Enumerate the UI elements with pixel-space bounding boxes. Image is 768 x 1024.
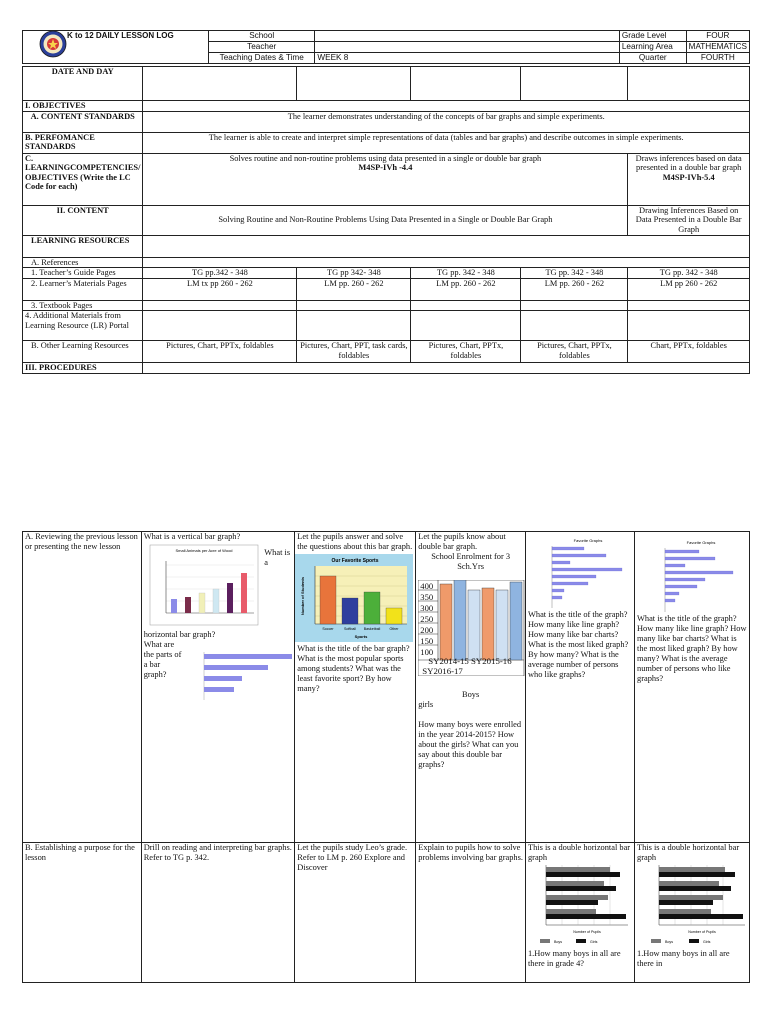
date-day-label: DATE AND DAY	[23, 67, 143, 101]
content-standards-text: The learner demonstrates understanding of the concepts of bar graphs and simple experiments.	[143, 111, 750, 132]
a3-ytick: 150	[420, 636, 434, 646]
day4-cell[interactable]	[521, 67, 628, 101]
lm-day5: LM pp 260 - 262	[628, 278, 750, 300]
a4-bar	[552, 596, 562, 599]
a4-questions: What is the title of the graph? How many like line graph? How many like bar charts? What is the most liked graph? By how many? What is the average number of persons who like graphs?	[527, 610, 629, 679]
procedure-a-day1	[141, 532, 295, 843]
day1-cell[interactable]	[143, 67, 297, 101]
a5-bar	[665, 571, 733, 574]
a3-bar	[510, 582, 522, 660]
legend-girls-label: Girls	[703, 940, 711, 944]
a2-bar-softball	[342, 598, 358, 624]
b4-title: This is a double horizontal bar graph	[527, 843, 631, 862]
a5-bar	[665, 592, 679, 595]
procedure-a-day5	[635, 532, 750, 843]
a3-ytick: 400	[420, 581, 434, 591]
b5-bar-boys	[659, 867, 725, 872]
b5-bar-girls	[659, 886, 731, 891]
header-table	[22, 30, 750, 64]
vertical-bar-graph	[144, 543, 262, 629]
a5-questions: What is the title of the graph? How many like line graph? How many like bar charts? What is the most liked graph? By how many? What is the average number of persons who like graphs?	[637, 614, 747, 683]
favorite-graphs-chart-2	[637, 536, 747, 614]
a1-hbar	[204, 676, 242, 681]
performance-standards-label: B. PERFOMANCE STANDARDS	[23, 132, 143, 153]
references-label: A. References	[23, 257, 143, 268]
a2-y-label: Number of Students	[300, 576, 306, 616]
b4-bar-boys	[546, 895, 608, 900]
a2-cat-label: Basketball	[363, 627, 381, 631]
favorite-graphs-chart	[528, 536, 632, 610]
b4-bar-girls	[546, 886, 616, 891]
a1-what-text: What is a	[264, 548, 291, 567]
competencies-label: C. LEARNINGCOMPETENCIES/ OBJECTIVES (Write the LC Code for each)	[23, 153, 143, 205]
procedure-a-day4	[525, 532, 634, 843]
a4-bar	[552, 568, 622, 571]
a2-bar-soccer	[320, 576, 336, 624]
a3-y-ticks	[420, 581, 438, 658]
a3-bar	[482, 588, 494, 660]
procedure-b-day4	[525, 843, 634, 983]
day2-cell[interactable]	[297, 67, 411, 101]
content-1: Solving Routine and Non-Routine Problems Using Data Presented in a Single or Double Bar Graph	[143, 205, 628, 235]
quarter-label: Quarter	[619, 53, 686, 64]
a1-bar	[171, 599, 177, 613]
competency-1-code: M4SP-IVh -4.4	[358, 163, 413, 173]
dates-value: WEEK 8	[315, 53, 619, 64]
a5-bar	[665, 585, 697, 588]
dates-label: Teaching Dates & Time	[209, 53, 315, 64]
b4-bar-girls	[546, 914, 626, 919]
objectives-table	[22, 66, 750, 374]
grade-value: FOUR	[686, 31, 749, 42]
a5-chart-title: Favorite Graphs	[686, 540, 716, 545]
content-2: Drawing Inferences Based on Data Presented in a Double Bar Graph	[628, 205, 750, 235]
log-title-cell	[23, 31, 209, 64]
school-value[interactable]	[315, 31, 619, 42]
teacher-value[interactable]	[315, 42, 619, 53]
lm-day2: LM pp. 260 - 262	[297, 278, 411, 300]
lm-day3: LM pp. 260 - 262	[411, 278, 521, 300]
a3-ytick: 100	[420, 647, 434, 657]
b5-title: This is a double horizontal bar graph	[637, 843, 740, 862]
a1-hbar	[204, 687, 234, 692]
tg-day3: TG pp. 342 - 348	[411, 268, 521, 279]
textbook-label: 3. Textbook Pages	[23, 300, 143, 311]
other-day3: Pictures, Chart, PPTx, foldables	[411, 341, 521, 363]
a4-bar	[552, 582, 588, 585]
legend-boys-label: Boys	[553, 940, 562, 944]
a3-ytick: 250	[420, 614, 434, 624]
tg-label: 1. Teacher’s Guide Pages	[23, 268, 143, 279]
learning-resources-label: LEARNING RESOURCES	[23, 235, 143, 257]
a3-bar	[454, 580, 466, 660]
a3-boys-label: Boys	[462, 690, 480, 699]
area-label: Learning Area	[619, 42, 686, 53]
competency-2	[628, 153, 750, 205]
log-title: K to 12 DAILY LESSON LOG	[67, 31, 174, 40]
procedure-a-label: A. Reviewing the previous lesson or presenting the new lesson	[23, 532, 142, 843]
area-value: MATHEMATICS	[686, 42, 749, 53]
lm-day1: LM tx pp 260 - 262	[143, 278, 297, 300]
legend-boys-label: Boys	[665, 940, 673, 944]
procedure-b-day5	[635, 843, 750, 983]
competency-2-code: M4SP-IVh-5.4	[662, 172, 715, 182]
legend-girls-label: Girls	[589, 940, 598, 944]
a1-bar	[185, 597, 191, 613]
procedure-b-day1: Drill on reading and interpreting bar graphs. Refer to TG p. 342.	[141, 843, 295, 983]
a1-bar	[227, 583, 233, 613]
procedure-a-day2	[295, 532, 416, 843]
a4-bar	[552, 547, 584, 550]
b4-question: 1.How many boys in all are there in grade 4?	[527, 949, 621, 968]
b4-bar-girls	[546, 872, 620, 877]
competency-2-text: Draws inferences based on data presented in a double bar graph	[635, 153, 742, 173]
b5-bar-boys	[659, 909, 711, 914]
b4-bar-boys	[546, 867, 610, 872]
content-standards-label: A. CONTENT STANDARDS	[23, 111, 143, 132]
other-day1: Pictures, Chart, PPTx, foldables	[143, 341, 297, 363]
a2-cat-label: Other	[389, 627, 399, 631]
objectives-heading: I. OBJECTIVES	[23, 101, 143, 112]
a3-intro: Let the pupils know about double bar graph.	[418, 532, 506, 551]
a4-bar	[552, 554, 606, 557]
a3-ytick: 300	[420, 603, 434, 613]
favorite-sports-chart	[295, 554, 413, 642]
procedures-table	[22, 531, 750, 983]
b5-bar-girls	[659, 900, 713, 905]
a2-x-label: Sports	[354, 634, 368, 639]
additional-materials-label: 4. Additional Materials from Learning Resource (LR) Portal	[23, 311, 143, 341]
a2-cat-label: Soccer	[322, 627, 334, 631]
a4-bar	[552, 589, 564, 592]
b5-bar-boys	[659, 881, 719, 886]
procedures-heading: III. PROCEDURES	[23, 363, 143, 374]
a1-question-3: What are the parts of a bar graph?	[143, 640, 182, 679]
a1-chart-title: Small Animals per Acre of Wood	[175, 548, 233, 553]
day3-cell[interactable]	[411, 67, 521, 101]
quarter-value: FOURTH	[686, 53, 749, 64]
performance-standards-text: The learner is able to create and interpret simple representations of data (tables and bar graphs) and describe outcomes in simple experiments.	[143, 132, 750, 153]
a4-bar	[552, 561, 570, 564]
legend-girls-swatch	[576, 939, 586, 943]
legend-boys-swatch	[540, 939, 550, 943]
a3-years: SY2014-15 SY2015-16 SY2016-17	[422, 656, 512, 676]
a3-ytick: 200	[420, 625, 434, 635]
a3-bar	[440, 584, 452, 660]
teacher-label: Teacher	[209, 42, 315, 53]
double-horizontal-bar-graph	[528, 863, 630, 949]
competency-1-text: Solves routine and non-routine problems using data presented in a single or double bar graph	[229, 153, 542, 163]
a2-cat-label: Softball	[344, 627, 357, 631]
b5-bar-girls	[659, 914, 743, 919]
b4-bar-girls	[546, 900, 598, 905]
tg-day1: TG pp.342 - 348	[143, 268, 297, 279]
a1-hbar	[204, 665, 268, 670]
legend-boys-swatch	[651, 939, 661, 943]
a5-bar	[665, 550, 699, 553]
tg-day5: TG pp. 342 - 348	[628, 268, 750, 279]
other-day2: Pictures, Chart, PPT, task cards, foldables	[297, 341, 411, 363]
procedure-b-label: B. Establishing a purpose for the lesson	[23, 843, 142, 983]
b5-question: 1.How many boys in all are there in	[637, 949, 730, 968]
school-label: School	[209, 31, 315, 42]
b4-x-label: Number of Pupils	[573, 930, 601, 934]
b5-bar-girls	[659, 872, 735, 877]
a1-bar	[199, 593, 205, 613]
grade-label: Grade Level	[619, 31, 686, 42]
a3-bar	[468, 590, 480, 660]
legend-girls-swatch	[689, 939, 699, 943]
a2-chart-title: Our Favorite Sports	[331, 558, 379, 564]
tg-day2: TG pp 342- 348	[297, 268, 411, 279]
lm-day4: LM pp. 260 - 262	[521, 278, 628, 300]
b4-bar-boys	[546, 881, 604, 886]
a3-questions: How many boys were enrolled in the year 2014-2015? How about the girls? What can you say about this double bar graphs?	[418, 720, 522, 769]
content-label: II. CONTENT	[23, 205, 143, 235]
horizontal-bar-graph	[190, 642, 296, 702]
a1-bar	[213, 589, 219, 613]
competency-1	[143, 153, 628, 205]
a4-chart-title: Favorite Graphs	[573, 538, 603, 543]
a1-question-1: What is a vertical bar graph?	[143, 532, 241, 541]
a3-girls-label: girls	[418, 700, 434, 709]
a5-bar	[665, 599, 675, 602]
a3-ytick: 350	[420, 592, 434, 602]
procedure-a-day3	[416, 532, 526, 843]
a2-intro: Let the pupils answer and solve the questions about this bar graph.	[297, 532, 413, 551]
lm-label: 2. Learner’s Materials Pages	[23, 278, 143, 300]
procedure-b-day3: Explain to pupils how to solve problems involving bar graphs.	[416, 843, 526, 983]
double-horizontal-bar-graph-2	[637, 863, 747, 949]
a3-bar	[496, 590, 508, 660]
b5-x-label: Number of Pupils	[688, 930, 716, 934]
a5-bar	[665, 557, 715, 560]
a5-bar	[665, 564, 685, 567]
a4-bar	[552, 575, 596, 578]
tg-day4: TG pp. 342 - 348	[521, 268, 628, 279]
b5-bar-boys	[659, 895, 723, 900]
a5-bar	[665, 578, 705, 581]
other-day5: Chart, PPTx, foldables	[628, 341, 750, 363]
procedure-b-day2: Let the pupils study Leo’s grade. Refer to LM p. 260 Explore and Discover	[295, 843, 416, 983]
a2-questions: What is the title of the bar graph? What is the most popular sports among students? What was the least favorite sport? By how many?	[297, 644, 410, 693]
other-day4: Pictures, Chart, PPTx, foldables	[521, 341, 628, 363]
b4-bar-boys	[546, 909, 596, 914]
other-resources-label: B. Other Learning Resources	[23, 341, 143, 363]
a3-caption: School Enrolment for 3 Sch.Yrs	[431, 552, 511, 571]
day5-cell[interactable]	[628, 67, 750, 101]
a1-hbar	[204, 654, 292, 659]
a1-question-2: horizontal bar graph?	[143, 630, 216, 639]
a2-bar-other	[386, 608, 402, 624]
a1-bar	[241, 573, 247, 613]
a2-bar-basketball	[364, 592, 380, 624]
